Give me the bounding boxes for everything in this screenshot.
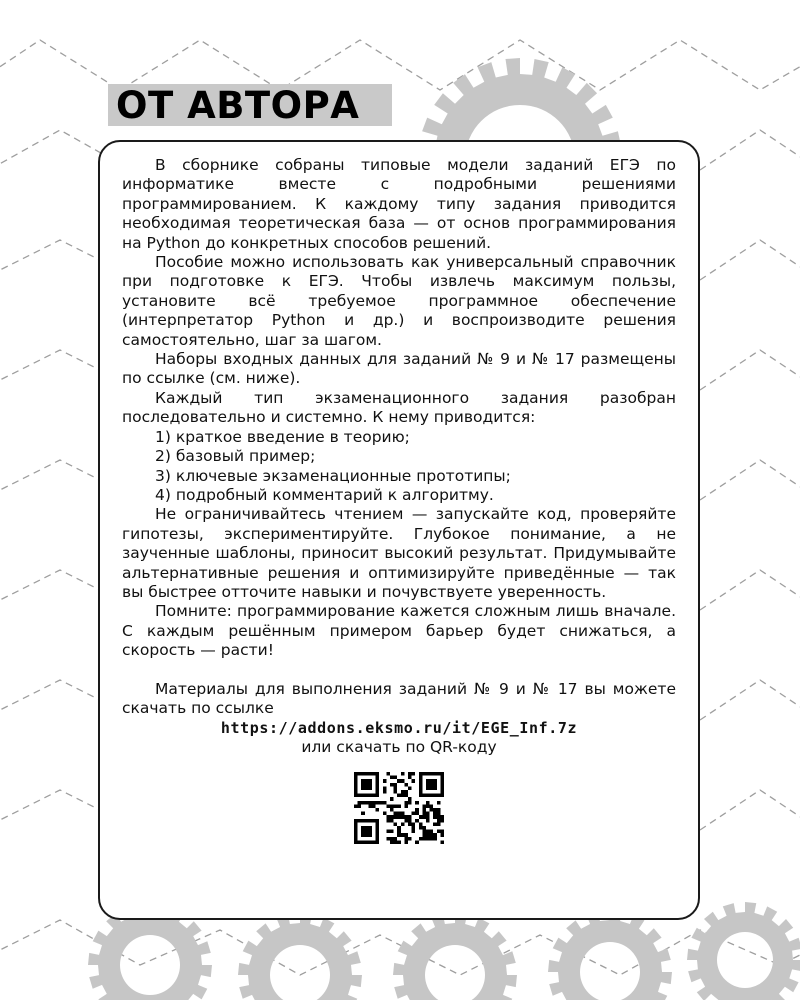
paragraph-2: Пособие можно использовать как универсальный справочник при подготовке к ЕГЭ. Чтобы извлечь максимум пользы, установите всё требуемое программное обеспечение (интерпретатор Python и др.) и воспроизводите решения самостоятельно, шаг за шагом. [122, 253, 676, 349]
paragraph-6: Помните: программирование кажется сложным лишь вначале. С каждым решённым примером барьер будет снижаться, а скорость — расти! [122, 602, 676, 660]
materials-block [122, 680, 676, 758]
download-link[interactable]: https://addons.eksmo.ru/it/EGE_Inf.7z [220, 718, 578, 737]
gear-icon [238, 913, 362, 1000]
gear-icon [687, 902, 800, 1000]
qr-code-icon[interactable] [354, 772, 444, 844]
paragraph-1: В сборнике собраны типовые модели заданий ЕГЭ по информатике вместе с подробными решениями программированием. К каждому типу задания приводится необходимая теоретическая база — от основ программирования на Python до конкретных способов решений. [122, 156, 676, 252]
qr-caption: или скачать по QR-коду [301, 738, 497, 757]
content-card [98, 140, 700, 920]
list-item-1: 1) краткое введение в теорию; [155, 427, 410, 446]
paragraph-5: Не ограничивайтесь чтением — запускайте код, проверяйте гипотезы, экспериментируйте. Глубокое понимание, а не заученные шаблоны, приносит высокий результат. Придумывайте альтернативные решения и оптимизируйте приведённые — так вы быстрее отточите навыки и почувствуете уверенность. [122, 505, 676, 601]
list-item-2: 2) базовый пример; [155, 447, 316, 466]
list-item-4: 4) подробный комментарий к алгоритму. [155, 485, 494, 504]
page-title: ОТ АВТОРА [116, 84, 360, 127]
paragraph-3: Наборы входных данных для заданий № 9 и № 17 размещены по ссылке (см. ниже). [122, 350, 676, 388]
list-item-3: 3) ключевые экзаменационные прототипы; [155, 466, 511, 485]
paragraph-4: Каждый тип экзаменационного задания разобран последовательно и системно. К нему приводится: [122, 388, 676, 427]
qr-container [122, 772, 676, 844]
gear-icon [548, 910, 672, 1000]
materials-text: Материалы для выполнения заданий № 9 и № 17 вы можете скачать по ссылке [122, 679, 676, 718]
gear-icon [393, 913, 517, 1000]
content-body [122, 156, 676, 758]
